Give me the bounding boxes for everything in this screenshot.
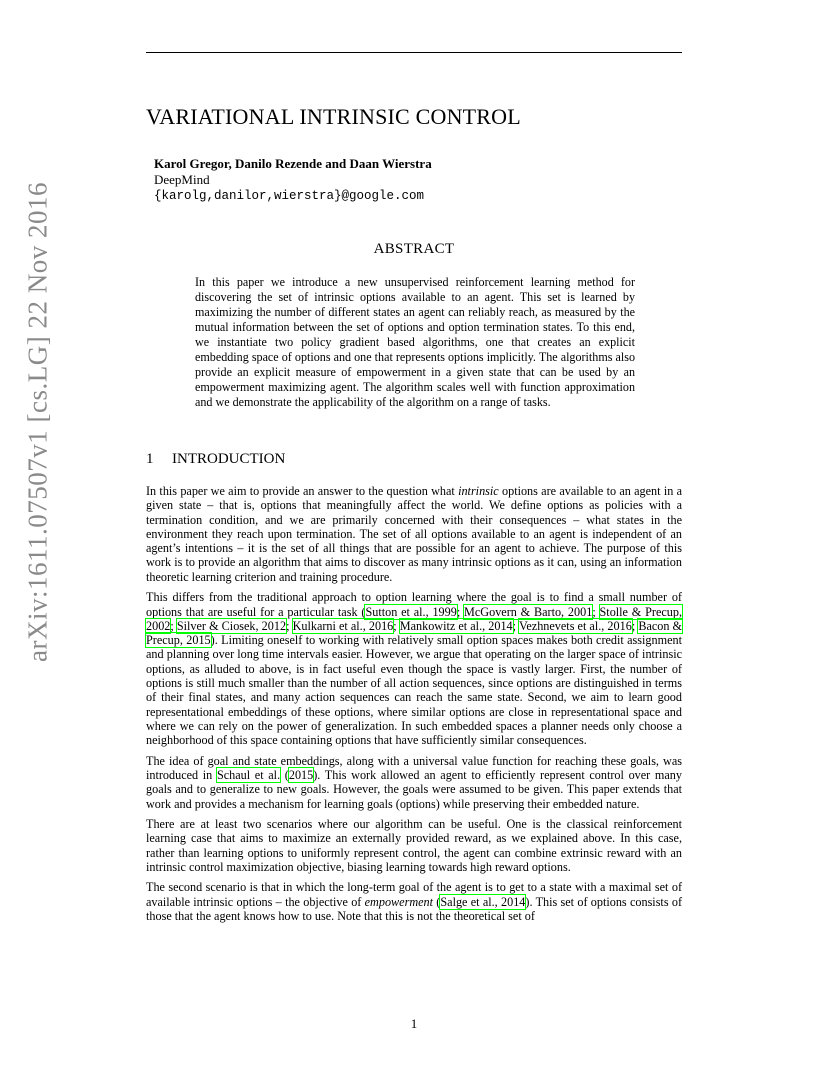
section-heading (146, 451, 682, 468)
body-paragraph (146, 484, 682, 584)
author-affiliation: DeepMind (154, 172, 210, 187)
body-paragraph (146, 590, 682, 747)
paragraph-text: ; (393, 618, 400, 633)
citation-link[interactable]: McGovern & Barto, 2001 (464, 604, 593, 619)
citation-link[interactable]: Vezhnevets et al., 2016 (518, 618, 632, 633)
body-paragraph (146, 817, 682, 874)
paragraph-text: ; (170, 618, 177, 633)
paragraph-text: The idea of goal and state embeddings, along with a universal value function for reaching these goals, was introduced in (146, 753, 682, 783)
paragraph-text: ). Limiting oneself to working with relatively small option spaces makes both credit assignment and planning over long time intervals easier. However, we argue that operating on the larger space of intrinsic options, as alluded to above, is in fact useful even though the space is vastly larger. First, the number of options is still much smaller than the number of all action sequences, since options are distinguished in terms of their final states, and many action sequences can reach the same state. Second, we aim to learn good representational embeddings of these options, where similar options are close in representational space and where we can rely on the power of generalization. In such embedded spaces a planner needs only choose a neighborhood of this space containing options that have sufficiently similar consequences. (146, 633, 682, 748)
paragraph-text: ; (512, 618, 519, 633)
emphasized-text: intrinsic (458, 484, 499, 498)
citation-link[interactable]: Schaul et al. (216, 768, 281, 783)
paper-title: VARIATIONAL INTRINSIC CONTROL (146, 104, 521, 129)
paragraph-text: options are available to an agent in a given state – that is, options that meaningfully affect the world. We define options as policies with a termination condition, and we are primarily concerned with their consequences – what states in the environment they reach upon termination. The set of all options available to an agent is independent of an agent’s intentions – it is the set of all things that are possible for an agent to achieve. The purpose of this work is to provide an algorithm that aims to discover as many intrinsic options as it can, using an information theoretic learning criterion and training procedure. (146, 484, 682, 584)
citation-link[interactable]: Salge et al., 2014 (440, 894, 526, 909)
paragraph-text: ; (592, 604, 600, 619)
abstract-body: In this paper we introduce a new unsupervised reinforcement learning method for discovering the set of intrinsic options available to an agent. This set is learned by maximizing the number of different states an agent can reliably reach, as measured by the mutual information between the set of options and option termination states. To this end, we instantiate two policy gradient based algorithms, one that creates an explicit embedding space of options and one that represents options implicitly. The algorithms also provide an explicit measure of empowerment in a given state that can be used by an empowerment maximizing agent. The algorithm scales well with function approximation and we demonstrate the applicability of the algorithm on a range of tasks. (195, 275, 635, 409)
body-text (146, 484, 682, 930)
paragraph-text: ). This work allowed an agent to efficiently represent control over many goals and to generalize to new goals. However, the goals were assumed to be given. This paper extends that work and provides a mechanism for learning goals (options) while preserving their embedded nature. (146, 768, 682, 811)
emphasized-text: empowerment (364, 894, 434, 909)
arxiv-stamp-text: arXiv:1611.07507v1 [cs.LG] 22 Nov 2016 (22, 182, 53, 662)
section-title: INTRODUCTION (172, 451, 286, 467)
author-names: Karol Gregor, Danilo Rezende and Daan Wierstra (154, 156, 432, 171)
citation-link[interactable]: Stolle & Precup, 2002 (146, 604, 682, 633)
abstract-heading: ABSTRACT (373, 241, 455, 257)
paragraph-text: In this paper we aim to provide an answer to the question what (146, 484, 459, 498)
citation-link[interactable]: 2015 (288, 768, 314, 783)
paragraph-text: This differs from the traditional approach to option learning where the goal is to find a small number of options that are useful for a particular task ( (146, 590, 682, 619)
paragraph-text: There are at least two scenarios where our algorithm can be useful. One is the classical reinforcement learning case that aims to maximize an externally provided reward, as we explained above. In this case, rather than learning options to uniformly represent control, the agent can combine extrinsic reward with an intrinsic control maximization objective, biasing learning towards high reward options. (146, 817, 682, 874)
author-email: {karolg,danilor,wierstra}@google.com (154, 189, 425, 203)
citation-link[interactable]: Bacon & Precup, 2015 (146, 618, 683, 648)
citation-link[interactable]: Mankowitz et al., 2014 (399, 618, 513, 633)
paragraph-text: ; (631, 618, 639, 633)
paragraph-text: ; (456, 604, 465, 619)
body-paragraph (146, 754, 682, 811)
citation-link[interactable]: Silver & Ciosek, 2012 (176, 618, 287, 633)
page-number: 1 (410, 1016, 418, 1031)
paragraph-text: The second scenario is that in which the long-term goal of the agent is to get to a state with a maximal set of available intrinsic options – the objective of (146, 880, 682, 909)
paragraph-text: ). This set of options consists of those that the agent knows how to use. Note that this is not the theoretical set of (146, 894, 683, 924)
citation-link[interactable]: Sutton et al., 1999 (365, 604, 457, 619)
section-number: 1 (146, 451, 154, 467)
paragraph-text: ( (280, 768, 289, 783)
body-paragraph (146, 880, 682, 923)
paragraph-text: ( (433, 894, 441, 909)
top-rule (146, 52, 682, 53)
citation-link[interactable]: Kulkarni et al., 2016 (292, 618, 394, 633)
paragraph-text: ; (286, 618, 293, 633)
